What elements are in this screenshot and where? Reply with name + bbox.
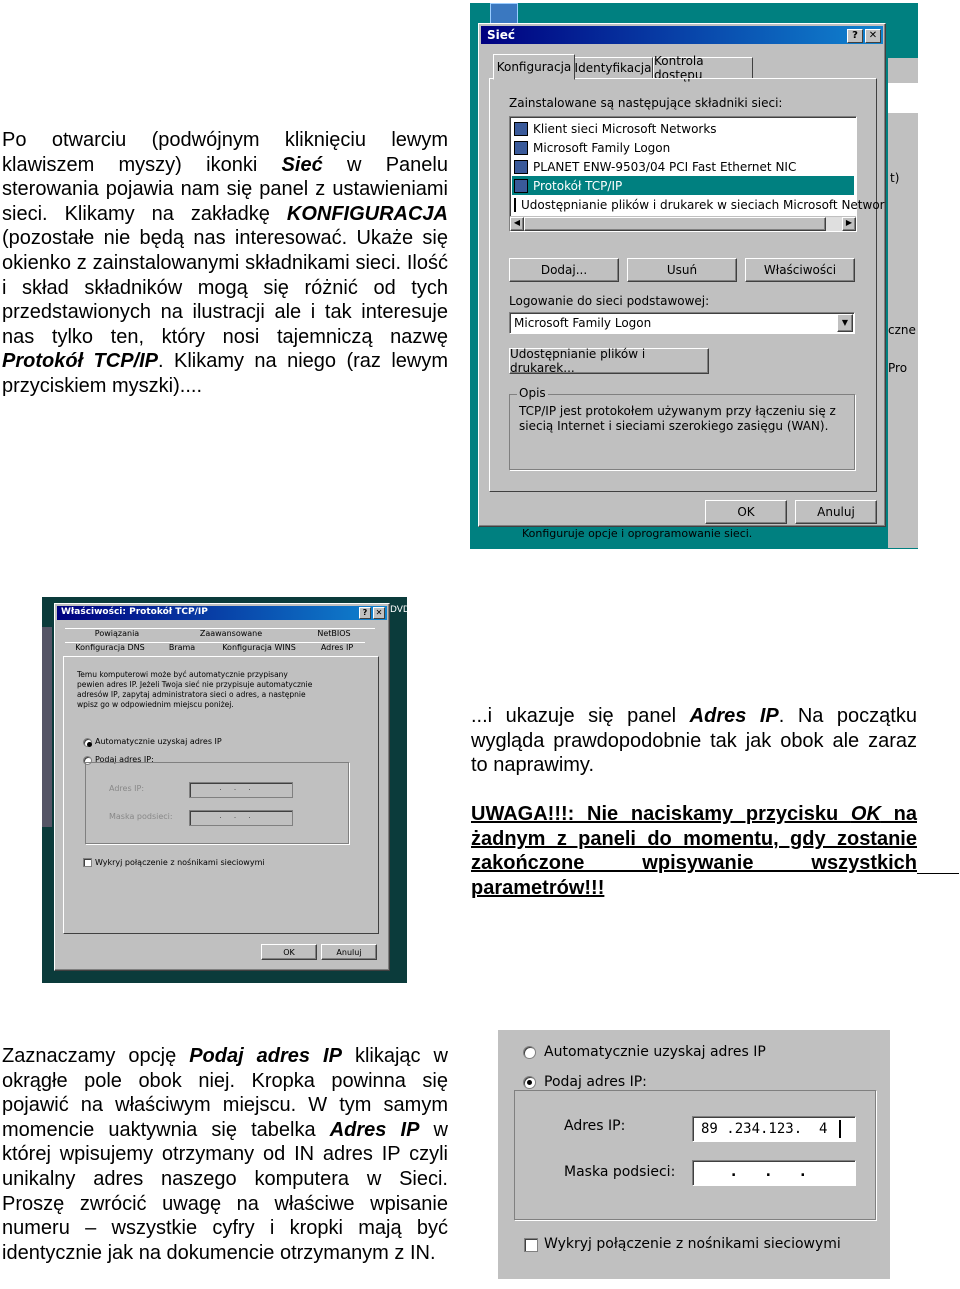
tab-identyfikacja[interactable]	[573, 57, 653, 79]
detect-media-checkbox[interactable]	[524, 1238, 538, 1252]
ip-zoom-screenshot	[498, 1030, 890, 1279]
component-label: PLANET ENW-9503/04 PCI Fast Ethernet NIC	[533, 159, 797, 174]
ip-address-label: Adres IP:	[564, 1118, 626, 1134]
dialog-title: Sieć	[487, 28, 516, 42]
cancel-button[interactable]	[321, 944, 377, 960]
bottom-text: klikając w okrągłe pole obok niej. Kropka powinna się pojawić na właściwym miejscu. W tym samym momencie uaktywnia się tabelka	[2, 1045, 448, 1141]
intro-paragraph	[2, 128, 448, 399]
intro-bold-konfiguracja: KONFIGURACJA	[286, 202, 448, 225]
network-component-icon	[514, 160, 528, 174]
intro-text: w Panelu sterowania pojawia nam się panel z ustawieniami sieci. Klikamy na zakładkę	[2, 153, 448, 225]
radio-manual-ip-label: Podaj adres IP:	[95, 755, 154, 764]
divider	[917, 873, 959, 874]
middle-paragraph	[471, 704, 917, 778]
detect-media-label: Wykryj połączenie z nośnikami sieciowymi	[544, 1236, 841, 1252]
background-text: DVD	[390, 605, 410, 615]
intro-text: (pozostałe nie będą nas interesować. Ukaże się okienko z zainstalowanymi składnikami sieci. Ilość i skład składników mogą się różnić od tych przedstawionych na ilustracji ale i tak interesuje nas tylko ten, który nosi tajemniczą nazwę	[2, 227, 448, 348]
intro-bold-siec: Sieć	[281, 153, 323, 176]
ip-address-label: Adres IP:	[109, 784, 145, 793]
info-text: Temu komputerowi może być automatycznie przypisany pewien adres IP. Jeżeli Twoja sieć nie przypisuje automatycznie adresów IP, zapytaj administratora sieci o adres, a następnie wpisz go w odpowiednim miejscu poniżej.	[77, 670, 313, 709]
tab-label: Kontrola dostępu	[654, 54, 704, 82]
warning-text: na żadnym z paneli do momentu, gdy zostanie zakończone wpisywanie wszystkich parametrów!!!	[471, 803, 917, 899]
radio-manual-ip[interactable]	[523, 1076, 536, 1089]
tab-brama[interactable]: Brama	[155, 642, 209, 652]
tcpip-properties-screenshot	[42, 597, 410, 983]
ok-label: OK	[737, 505, 755, 519]
cancel-label: Anuluj	[336, 947, 362, 957]
tabs-row-2	[65, 642, 375, 652]
manual-ip-group	[85, 762, 349, 844]
tab-adres-ip[interactable]: Adres IP	[309, 642, 365, 652]
logon-select[interactable]	[509, 312, 855, 334]
description-text: TCP/IP jest protokołem używanym przy łączeniu się z siecią Internet i sieciami szerokiego zasięgu (WAN).	[519, 404, 836, 433]
remove-button-label: Usuń	[666, 263, 698, 277]
close-button[interactable]: ✕	[865, 29, 881, 43]
ip-address-field[interactable]: ...	[189, 782, 293, 798]
bottom-paragraph	[2, 1044, 448, 1265]
dialog-titlebar	[481, 26, 883, 44]
component-item[interactable]	[512, 195, 885, 214]
add-button-label: Dodaj...	[540, 263, 588, 277]
manual-ip-group	[514, 1090, 876, 1220]
scroll-right-icon[interactable]: ▶	[842, 217, 856, 231]
text-cursor	[839, 1120, 841, 1138]
help-button[interactable]: ?	[359, 607, 371, 619]
component-label: Klient sieci Microsoft Networks	[533, 121, 717, 136]
warning-italic-ok: OK	[850, 803, 881, 825]
network-component-icon	[514, 141, 528, 155]
ok-button[interactable]	[261, 944, 317, 960]
add-button[interactable]	[509, 258, 619, 282]
middle-text: . Na początku wygląda prawdopodobnie tak jak obok ale zaraz to naprawimy.	[471, 705, 917, 777]
scroll-thumb[interactable]	[524, 217, 826, 231]
network-dialog-screenshot	[470, 3, 918, 549]
tab-powiazania[interactable]: Powiązania	[65, 628, 169, 638]
component-item[interactable]	[512, 157, 854, 176]
component-label: Protokół TCP/IP	[533, 178, 623, 193]
background-text: Pro	[888, 361, 908, 375]
radio-auto-ip[interactable]	[523, 1046, 536, 1059]
bottom-text: w której wpisujemy otrzymany od IN adres IP czyli unikalny adres naszego komputera w Sieci. Proszę zwrócić uwagę na właściwe wpisanie numeru – wszystkie cyfry i kropki mają być identycznie jak na dokumencie otrzymanym z IN.	[2, 1118, 448, 1264]
installed-components-label: Zainstalowane są następujące składniki sieci:	[509, 96, 783, 110]
component-item[interactable]	[512, 138, 854, 157]
cancel-label: Anuluj	[817, 505, 855, 519]
file-printer-sharing-label: Udostępnianie plików i drukarek...	[510, 347, 646, 375]
bottom-text: Zaznaczamy opcję	[2, 1045, 190, 1067]
radio-auto-ip-label: Automatycznie uzyskaj adres IP	[544, 1044, 766, 1060]
properties-button[interactable]	[745, 258, 855, 282]
tab-label: Konfiguracja	[496, 60, 572, 74]
ip-address-field[interactable]	[692, 1116, 856, 1142]
tab-konfiguracja-wins[interactable]: Konfiguracja WINS	[209, 642, 309, 652]
tab-zaawansowane[interactable]: Zaawansowane	[169, 628, 293, 638]
network-component-icon	[514, 179, 528, 193]
tab-konfiguracja[interactable]	[493, 54, 575, 80]
scroll-left-icon[interactable]: ◀	[510, 217, 524, 231]
subnet-mask-label: Maska podsieci:	[564, 1164, 676, 1180]
middle-bold-adres-ip: Adres IP	[689, 705, 779, 727]
file-printer-sharing-button[interactable]	[509, 348, 709, 374]
tabs-row-1	[65, 628, 375, 638]
component-item[interactable]	[512, 119, 854, 138]
subnet-mask-field[interactable]	[692, 1160, 856, 1186]
help-button[interactable]: ?	[847, 29, 863, 43]
radio-auto-ip[interactable]	[83, 738, 92, 747]
tab-label: Identyfikacja	[574, 61, 652, 75]
intro-text: Po otwarciu (podwójnym kliknięciu lewym klawiszem myszy) ikonki	[2, 129, 448, 176]
network-dialog	[478, 23, 886, 527]
components-list[interactable]	[509, 116, 885, 232]
component-label: Udostępnianie plików i drukarek w sieciach Microsoft Networ	[521, 197, 885, 212]
bottom-bold-adres-ip: Adres IP	[329, 1118, 420, 1141]
component-item[interactable]	[512, 176, 854, 195]
ip-address-value: 89 .234.123. 4	[701, 1121, 828, 1137]
middle-text: ...i ukazuje się panel	[471, 705, 690, 727]
close-button[interactable]: ✕	[373, 607, 385, 619]
dialog-titlebar	[57, 606, 387, 620]
ok-label: OK	[283, 947, 295, 957]
intro-text: . Klikamy na niego (raz lewym przyciskiem myszki)....	[2, 350, 448, 397]
intro-bold-protocol: Protokół TCP/IP	[2, 350, 158, 373]
background-text: czne	[888, 323, 916, 337]
bottom-bold-podaj: Podaj adres IP	[189, 1045, 342, 1067]
properties-button-label: Właściwości	[763, 263, 837, 277]
tab-kontrola-dostepu[interactable]	[653, 54, 753, 82]
network-icon	[490, 3, 518, 25]
detect-media-label: Wykryj połączenie z nośnikami sieciowymi	[95, 858, 265, 867]
dialog-title: Właściwości: Protokół TCP/IP	[61, 607, 208, 617]
warning-paragraph	[471, 802, 917, 900]
chevron-down-icon[interactable]: ▼	[837, 314, 853, 332]
status-text: Konfiguruje opcje i oprogramowanie sieci.	[522, 527, 753, 540]
tcpip-dialog	[54, 603, 390, 971]
background-window	[888, 58, 918, 548]
radio-auto-ip-label: Automatycznie uzyskaj adres IP	[95, 737, 222, 746]
horizontal-scrollbar[interactable]	[510, 216, 856, 231]
radio-manual-ip-label: Podaj adres IP:	[544, 1074, 647, 1090]
cancel-button[interactable]	[795, 500, 877, 524]
remove-button[interactable]	[627, 258, 737, 282]
detect-media-checkbox[interactable]	[83, 858, 92, 867]
background-text: t)	[890, 171, 900, 185]
network-component-icon	[514, 122, 528, 136]
tab-netbios[interactable]: NetBIOS	[293, 628, 375, 638]
network-component-icon	[514, 198, 516, 212]
ok-button[interactable]	[705, 500, 787, 524]
logon-label: Logowanie do sieci podstawowej:	[509, 294, 710, 308]
component-label: Microsoft Family Logon	[533, 140, 671, 155]
description-label: Opis	[519, 386, 546, 400]
subnet-mask-label: Maska podsieci:	[109, 812, 173, 821]
logon-value: Microsoft Family Logon	[514, 316, 652, 330]
subnet-mask-field[interactable]: ...	[189, 810, 293, 826]
tab-konfiguracja-dns[interactable]: Konfiguracja DNS	[65, 642, 155, 652]
background-window	[42, 627, 52, 827]
warning-text: UWAGA!!!: Nie naciskamy przycisku	[471, 803, 851, 825]
subnet-mask-value: . . .	[731, 1164, 806, 1180]
background-window-pane	[888, 83, 918, 113]
